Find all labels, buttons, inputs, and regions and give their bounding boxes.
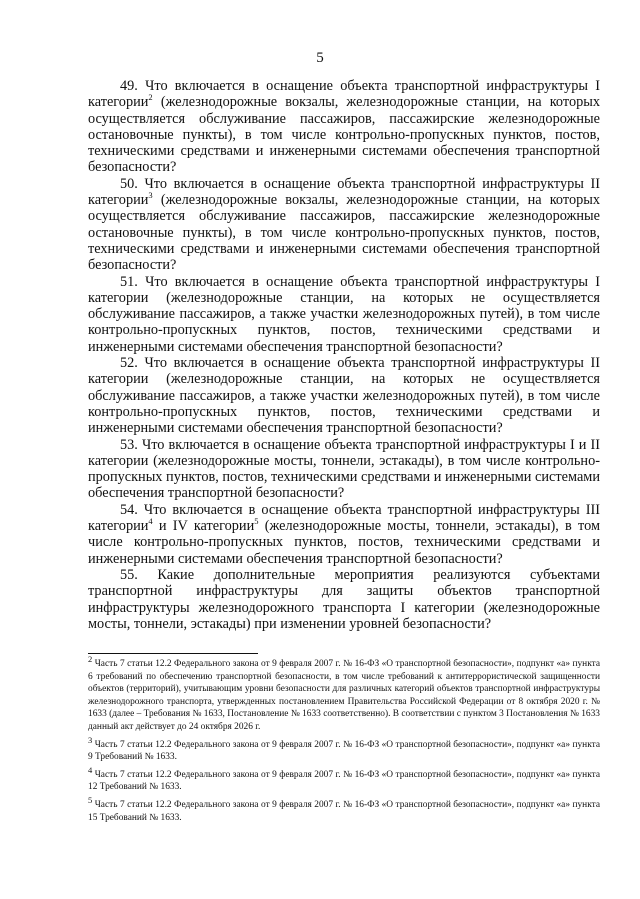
footnote-mark: 5 [88,794,93,805]
footnote-text: Часть 7 статьи 12.2 Федерального закона от 9 февраля 2007 г. № 16-ФЗ «О транспортной безопасности», подпункт «а» пункта 15 Требований № 1633. [88,799,600,823]
question-text: Что включается в оснащение объекта транспортной инфраструктуры I категории (железнодорожные станции, на которых не осуществляется обслуживание пассажиров, а также участки железнодорожных путей), в том числе контрольно-пропускных пунктов, постов, техническими средствами и инженерными системами обеспечения транспортной безопасности? [88,273,600,355]
question-text: и IV категории [158,518,255,535]
question-text: (железнодорожные вокзалы, железнодорожные станции, на которых осуществляется обслуживание пассажиров, пассажирские железнодорожные остановочные пункты), в том числе контрольно-пропускных пунктов, постов, техническими средствами и инженерными системами обеспечения транспортной безопасности? [88,192,601,274]
question-text: Что включается в оснащение объекта транспортной инфраструктуры I категории [88,78,600,111]
question-text: Что включается в оснащение объекта транспортной инфраструктуры II категории [88,175,600,209]
footnote-3 [88,734,600,764]
footnote-ref: 3 [148,190,153,201]
question-50 [88,176,600,274]
footnote-mark: 2 [88,653,93,664]
footnote-text: Часть 7 статьи 12.2 Федерального закона от 9 февраля 2007 г. № 16-ФЗ «О транспортной безопасности», подпункт «а» пункта 12 Требований № 1633. [88,769,600,793]
footnote-text: Часть 7 статьи 12.2 Федерального закона от 9 февраля 2007 г. № 16-ФЗ «О транспортной безопасности», подпункт «а» пункта 9 Требований № 1633. [88,739,600,763]
question-54 [88,502,600,567]
footnote-divider [88,653,258,654]
footnote-ref: 2 [148,92,153,103]
question-text: Что включается в оснащение объекта транспортной инфраструктуры III категории [88,501,601,535]
question-number: 55. [120,566,138,583]
question-number: 49. [120,78,138,94]
footnote-ref: 5 [254,516,259,527]
footnotes [88,653,600,829]
footnote-text: Часть 7 статьи 12.2 Федерального закона от 9 февраля 2007 г. № 16-ФЗ «О транспортной безопасности», подпункт «а» пункта 6 требований по обеспечению транспортной безопасности, в том числе требований к антитеррористической защищенности объектов (территорий), учитывающим уровни безопасности для различных категорий объектов транспортной инфраструктуры железнодорожного транспорта, утвержденных постановлением Правительства Российской Федерации от 8 октября 2020 г. № 1633 (далее – Требования № 1633, Постановление № 1633 соответственно). В соответствии с пунктом 3 Постановления № 1633 данный акт действует до 24 октября 2026 г. [88,659,600,732]
footnote-5 [88,794,600,824]
question-text: Что включается в оснащение объекта транспортной инфраструктуры II категории (железнодорожные станции, на которых не осуществляется обслуживание пассажиров, а также участки железнодорожных путей), в том числе контрольно-пропускных пунктов, постов, техническими средствами и инженерными системами обеспечения транспортной безопасности? [88,355,600,437]
question-text: (железнодорожные вокзалы, железнодорожные станции, на которых осуществляется обслуживание пассажиров, пассажирские железнодорожные остановочные пункты), в том числе контрольно-пропускных пунктов, постов, техническими средствами и инженерными системами обеспечения транспортной безопасности? [88,94,601,176]
question-51 [88,274,600,355]
question-55 [88,567,600,632]
footnote-4 [88,764,600,794]
question-text: (железнодорожные мосты, тоннели, эстакады), в том числе контрольно-пропускных пунктов, постов, техническими средствами и инженерными системами обеспечения транспортной безопасности? [88,518,600,567]
question-53 [88,437,600,502]
question-text: Что включается в оснащение объекта транспортной инфраструктуры I и II категории (железнодорожные мосты, тоннели, эстакады), в том числе контрольно-пропускных пунктов, постов, техническими средствами и инженерными системами обеспечения транспортной безопасности? [88,436,600,502]
footnote-ref: 4 [148,516,153,527]
question-number: 52. [120,355,138,372]
question-text: Какие дополнительные мероприятия реализуются субъектами транспортной инфраструктуры для защиты объектов транспортной инфраструктуры железнодорожного транспорта I категории (железнодорожные мосты, тоннели, эстакады) при изменении уровней безопасности? [88,566,600,632]
question-49 [88,78,600,176]
question-number: 53. [120,436,138,453]
footnote-mark: 3 [88,734,93,745]
question-number: 50. [120,175,138,192]
question-list [88,78,600,632]
question-52 [88,355,600,436]
footnote-2 [88,653,600,734]
page-number: 5 [316,50,324,66]
question-number: 51. [120,273,138,290]
question-number: 54. [120,501,138,518]
footnote-mark: 4 [88,764,93,775]
